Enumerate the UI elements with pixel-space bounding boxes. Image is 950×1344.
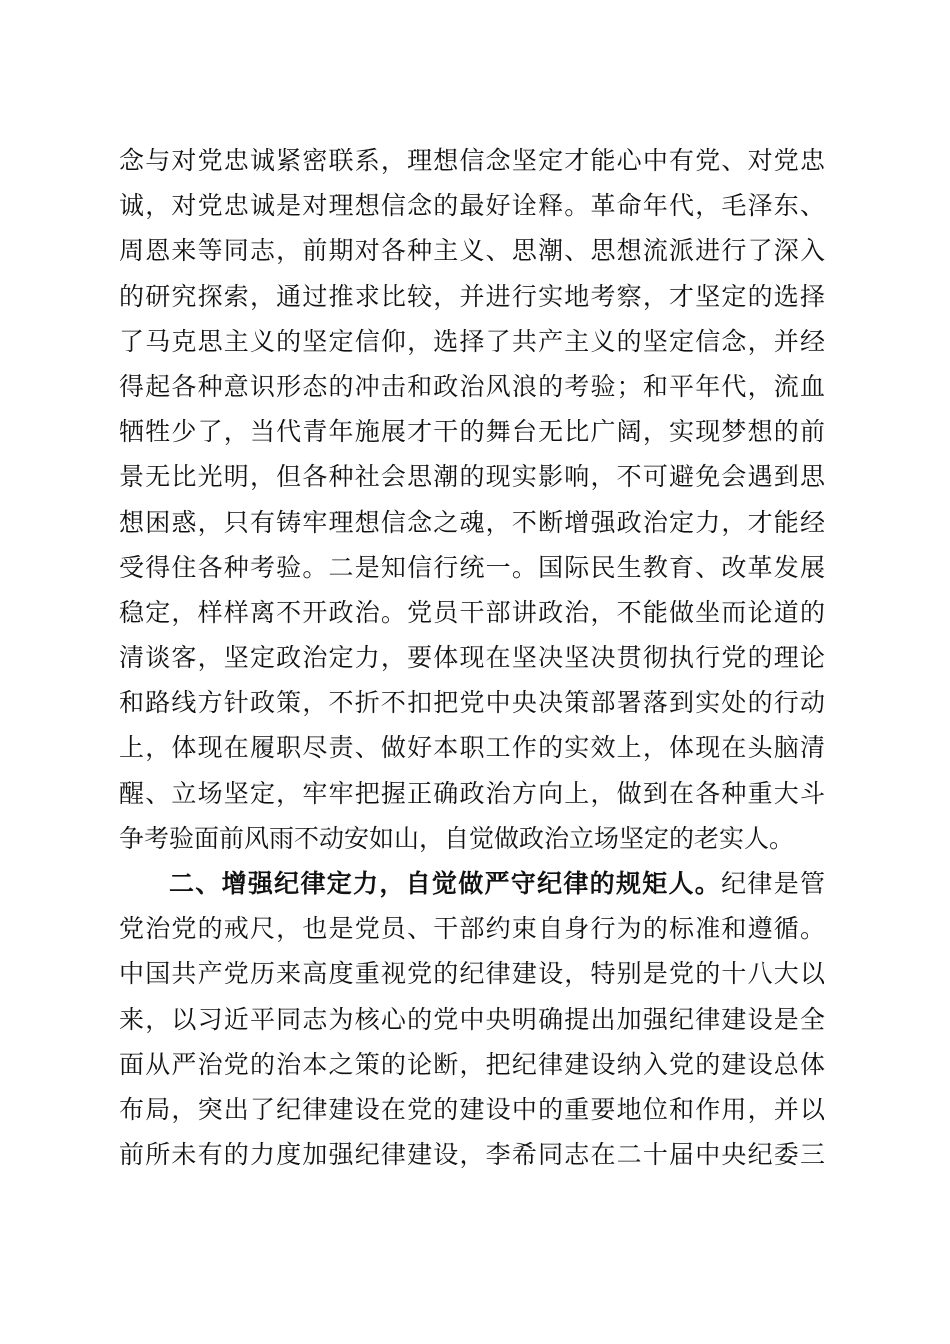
text-line: 中国共产党历来高度重视党的纪律建设，特别是党的十八大以 [119,959,825,989]
text-line: 醒、立场坚定，牢牢把握正确政治方向上，做到在各种重大斗 [119,778,825,808]
text-line: 清谈客，坚定政治定力，要体现在坚决坚决贯彻执行党的理论 [119,643,825,673]
paragraph-2-first-line [119,861,825,906]
text-line: 争考验面前风雨不动安如山，自觉做政治立场坚定的老实人。 [119,823,795,853]
text-line: 前所未有的力度加强纪律建设，李希同志在二十届中央纪委三 [119,1140,825,1170]
body-text [119,138,825,1177]
text-line: 和路线方针政策，不折不扣把党中央决策部署落到实处的行动 [119,688,825,718]
text-line: 面从严治党的治本之策的论断，把纪律建设纳入党的建设总体 [119,1049,825,1079]
text-line: 受得住各种考验。二是知信行统一。国际民生教育、改革发展 [119,552,825,582]
text-line: 布局，突出了纪律建设在党的建设中的重要地位和作用，并以 [119,1094,825,1124]
text-line: 得起各种意识形态的冲击和政治风浪的考验；和平年代，流血 [119,371,825,401]
text-line: 稳定，样样离不开政治。党员干部讲政治，不能做坐而论道的 [119,597,825,627]
text-line: 想困惑，只有铸牢理想信念之魂，不断增强政治定力，才能经 [119,507,825,537]
text-line: 牺牲少了，当代青年施展才干的舞台无比广阔，实现梦想的前 [119,417,825,447]
heading-trailing-text: 纪律是管 [721,869,825,898]
text-line: 了马克思主义的坚定信仰，选择了共产主义的坚定信念，并经 [119,326,825,356]
paragraph-2 [119,861,825,1177]
text-line: 党治党的戒尺，也是党员、干部约束自身行为的标准和遵循。 [119,914,825,944]
text-line: 念与对党忠诚紧密联系，理想信念坚定才能心中有党、对党忠 [119,146,825,175]
text-line: 的研究探索，通过推求比较，并进行实地考察，才坚定的选择 [119,281,825,311]
text-line: 诚，对党忠诚是对理想信念的最好诠释。革命年代，毛泽东、 [119,191,825,221]
text-line: 景无比光明，但各种社会思潮的现实影响，不可避免会遇到思 [119,462,825,492]
text-line: 上，体现在履职尽责、做好本职工作的实效上，体现在头脑清 [119,733,825,763]
text-line: 周恩来等同志，前期对各种主义、思潮、思想流派进行了深入 [119,236,825,266]
text-line: 来，以习近平同志为核心的党中央明确提出加强纪律建设是全 [119,1004,825,1034]
section-heading: 二、增强纪律定力，自觉做严守纪律的规矩人。 [169,869,722,898]
paragraph-1 [119,138,825,861]
